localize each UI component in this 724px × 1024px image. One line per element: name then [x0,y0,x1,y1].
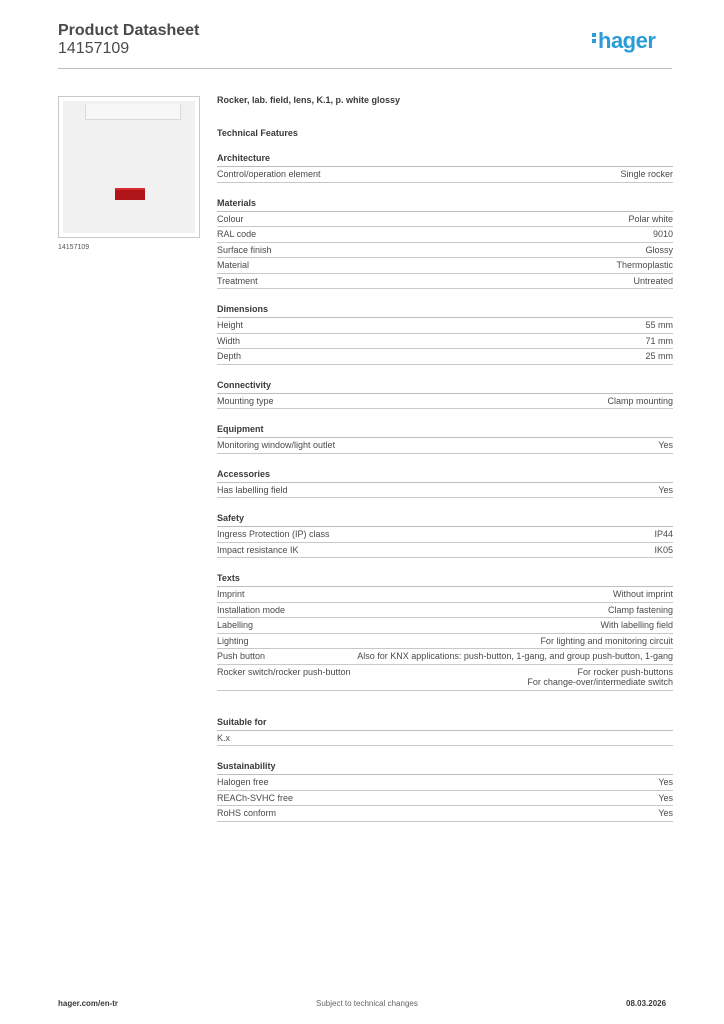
technical-features-heading: Technical Features [217,128,298,138]
spec-key: Impact resistance IK [217,544,299,555]
image-caption: 14157109 [58,244,90,251]
product-code: 14157109 [58,40,130,57]
section-title: Dimensions [217,304,673,318]
spec-key: Ingress Protection (IP) class [217,529,330,539]
spec-key: Colour [217,213,244,224]
spec-section [217,717,673,747]
spec-row [217,394,673,410]
spec-value: 9010 [652,229,673,239]
spec-sections [217,153,673,822]
hager-logo [592,28,655,54]
spec-section [217,573,673,691]
spec-value: Yes [658,792,673,803]
spec-value: 71 mm [645,335,673,346]
logo-text: hager [598,28,656,53]
product-image [58,96,200,238]
spec-section [217,304,673,365]
spec-value: Also for KNX applications: push-button, 1-gang, and group push-button, 1-gang [357,651,673,661]
spec-section [217,469,673,499]
label-field [85,104,181,120]
spec-row [217,603,673,619]
spec-key: RAL code [217,229,257,239]
spec-value: For rocker push-buttons For change-over/intermediate switch [527,666,673,687]
spec-row [217,634,673,650]
spec-key: Monitoring window/light outlet [217,440,336,450]
spec-key: Labelling [217,620,254,630]
spec-key: Lighting [217,635,249,646]
spec-key: Has labelling field [217,484,288,495]
page-title: Product Datasheet [58,22,200,39]
footer-url: hager.com/en-tr [58,999,119,1008]
spec-row [217,318,673,334]
spec-section [217,513,673,558]
product-description: Rocker, lab. field, lens, K.1, p. white glossy [217,95,401,105]
spec-key: REACh-SVHC free [217,792,294,803]
spec-value: 55 mm [645,320,673,330]
spec-value: IP44 [654,529,673,539]
rocker-plate [63,101,195,233]
spec-section [217,380,673,410]
spec-value: Yes [658,484,673,495]
spec-row [217,349,673,365]
spec-key: Depth [217,351,242,361]
logo-dots-icon [592,31,596,45]
spec-row [217,618,673,634]
section-title: Connectivity [217,380,673,394]
spec-value: Clamp mounting [607,395,673,406]
spec-key: Imprint [217,589,245,599]
spec-value: Yes [658,440,673,450]
spec-key: Treatment [217,275,258,286]
spec-row [217,438,673,454]
section-title: Equipment [217,424,673,438]
spec-key: RoHS conform [217,808,277,818]
spec-key: K.x [217,732,231,743]
spec-value: IK05 [654,544,673,555]
spec-value: Single rocker [620,169,673,179]
spec-row [217,806,673,822]
spec-key: Push button [217,651,266,661]
spec-value: Thermoplastic [616,260,673,270]
spec-key: Mounting type [217,395,274,406]
red-lens [115,188,145,200]
spec-key: Width [217,335,241,346]
spec-row [217,527,673,543]
header-divider [58,68,672,69]
spec-key: Installation mode [217,604,286,615]
spec-row [217,483,673,499]
section-title: Accessories [217,469,673,483]
spec-row [217,243,673,259]
spec-row [217,274,673,290]
spec-value: 25 mm [645,351,673,361]
spec-row [217,212,673,228]
spec-key: Rocker switch/rocker push-button [217,666,351,677]
spec-value: For lighting and monitoring circuit [540,635,673,646]
spec-row [217,665,673,691]
spec-content [217,95,673,822]
spec-key: Material [217,260,250,270]
spec-row [217,791,673,807]
spec-key: Height [217,320,244,330]
section-title: Suitable for [217,717,673,731]
spec-row [217,775,673,791]
spec-section [217,153,673,183]
spec-value: Yes [658,777,673,787]
spec-section [217,424,673,454]
section-title: Safety [217,513,673,527]
spec-key: Halogen free [217,777,269,787]
spec-value: Untreated [633,275,673,286]
spec-key: Surface finish [217,244,272,255]
section-title: Architecture [217,153,673,167]
spec-value: Without imprint [612,589,673,599]
spec-section [217,198,673,290]
section-title: Sustainability [217,761,673,775]
spec-row [217,258,673,274]
footer-date: 08.03.2026 [626,999,667,1008]
spec-row [217,587,673,603]
spec-value: Polar white [628,213,673,224]
footer-notice: Subject to technical changes [316,999,418,1008]
spec-section [217,761,673,822]
spec-row [217,649,673,665]
section-title: Texts [217,573,673,587]
spec-row [217,731,673,747]
spec-row [217,543,673,559]
spec-value: Glossy [645,244,673,255]
spec-row [217,334,673,350]
spec-key: Control/operation element [217,169,321,179]
spec-value: Yes [658,808,673,818]
spec-row [217,227,673,243]
spec-value: With labelling field [600,620,673,630]
section-title: Materials [217,198,673,212]
spec-value: Clamp fastening [607,604,673,615]
spec-row [217,167,673,183]
